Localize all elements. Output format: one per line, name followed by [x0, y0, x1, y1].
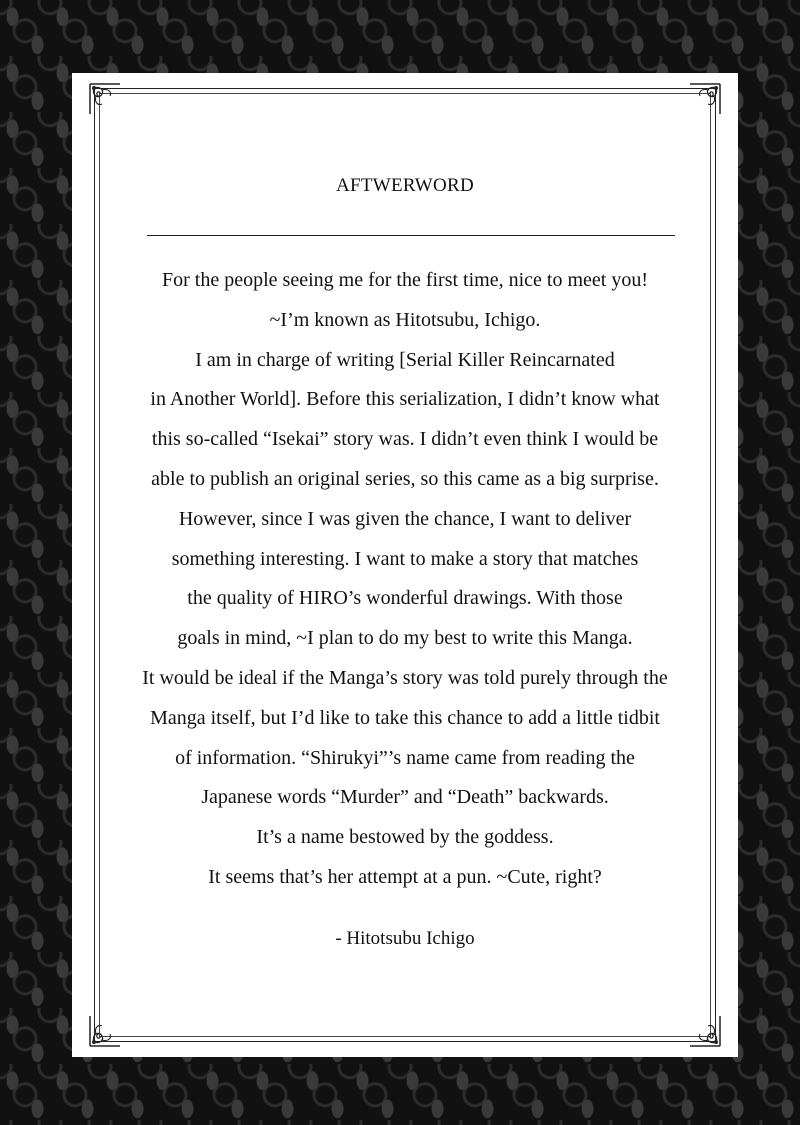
body-line: Manga itself, but I’d like to take this chance to add a little tidbit — [150, 706, 660, 729]
body-line: However, since I was given the chance, I want to deliver — [178, 507, 632, 530]
body-line: It’s a name bestowed by the goddess. — [256, 826, 554, 849]
body-line: able to publish an original series, so this came as a big surprise. — [151, 467, 659, 490]
title-divider — [147, 235, 675, 236]
author-signature: - Hitotsubu Ichigo — [335, 928, 475, 949]
afterword-page — [72, 73, 738, 1057]
body-line: Japanese words “Murder” and “Death” backwards. — [201, 786, 609, 809]
body-line: something interesting. I want to make a story that matches — [171, 547, 639, 570]
body-line: of information. “Shirukyi”’s name came from reading the — [175, 746, 635, 769]
body-line: this so-called “Isekai” story was. I didn’t even think I would be — [151, 428, 659, 451]
ornament-corner-icon — [88, 82, 122, 116]
page-title: AFTWERWORD — [335, 175, 475, 196]
ornament-corner-icon — [688, 1014, 722, 1048]
body-line: It seems that’s her attempt at a pun. ~Cute, right? — [208, 865, 602, 888]
ornament-corner-icon — [88, 1014, 122, 1048]
body-line: in Another World]. Before this serialization, I didn’t know what — [150, 388, 660, 411]
body-line: For the people seeing me for the first time, nice to meet you! — [162, 269, 648, 291]
body-line: I am in charge of writing [Serial Killer Reincarnated — [195, 348, 615, 371]
body-line: ~I’m known as Hitotsubu, Ichigo. — [269, 308, 541, 331]
body-line: the quality of HIRO’s wonderful drawings. With those — [187, 587, 623, 610]
afterword-body — [72, 261, 738, 898]
body-line: It would be ideal if the Manga’s story was told purely through the — [142, 666, 668, 689]
ornament-corner-icon — [688, 82, 722, 116]
body-line: goals in mind, ~I plan to do my best to write this Manga. — [177, 627, 633, 650]
